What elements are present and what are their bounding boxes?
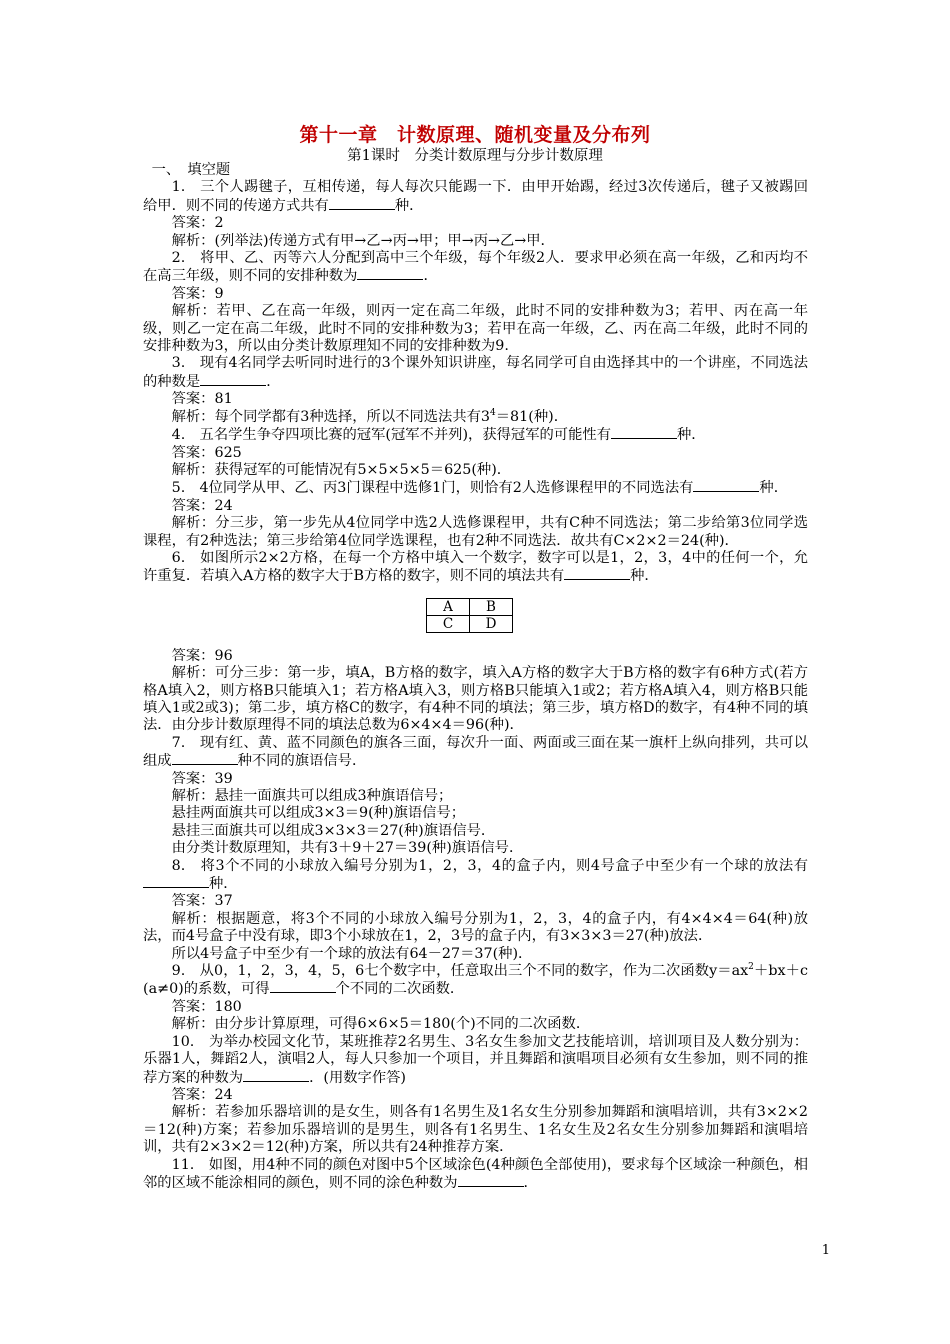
question-text: 5. 4位同学从甲、乙、丙3门课程中选修1门，则恰有2人选修课程甲的不同选法有 <box>171 480 694 497</box>
question-text: 11. 如图，用4种不同的颜色对图中5个区域涂色(4种颜色全部使用)，要求每个区域涂一种颜色，相邻的区域不能涂相同的颜色，则不同的涂色种数为 <box>143 1156 808 1191</box>
analysis-7-line: 由分类计数原理知，共有3＋9＋27＝39(种)旗语信号． <box>171 840 524 857</box>
question-text: 8. 将3个不同的小球放入编号分别为1，2，3，4的盒子内，则4号盒子中至少有一个球的放法有 <box>171 857 808 874</box>
analysis-7-line: 解析：悬挂一面旗共可以组成3种旗语信号； <box>171 788 453 804</box>
answer-9: 答案：180 <box>171 998 242 1015</box>
answer-4: 答案：625 <box>171 444 242 461</box>
grid-cell-a: A <box>427 598 470 615</box>
answer-7: 答案：39 <box>171 770 233 787</box>
answer-blank <box>143 875 209 888</box>
question-5: 5. 4位同学从甲、乙、丙3门课程中选修1门，则恰有2人选修课程甲的不同选法有 种． <box>171 480 789 497</box>
grid-2x2 <box>426 598 513 633</box>
analysis-1: 解析：(列举法)传递方式有甲→乙→丙→甲；甲→丙→乙→甲． <box>171 232 555 249</box>
analysis-7-line: 悬挂三面旗共可以组成3×3×3＝27(种)旗语信号． <box>171 822 496 839</box>
answer-blank <box>564 567 630 580</box>
question-text: 4. 五名学生争夺四项比赛的冠军(冠军不并列)，获得冠军的可能性有 <box>171 427 611 444</box>
analysis-3: 解析：每个同学都有3种选择，所以不同选法共有$3^4=81$(种)． <box>171 407 569 425</box>
question-4: 4. 五名学生争夺四项比赛的冠军(冠军不并列)，获得冠军的可能性有 种． <box>171 427 706 444</box>
analysis-6: 解析：可分三步：第一步，填A，B方格的数字，填入A方格的数字大于B方格的数字有6种方式(若方格A填入2，则方格B只能填入1；若方格A填入3，则方格B只能填入1或2；若方格A填入4，则方格B只能填入1或2或3)；第二步，填方格C的数字，有4种不同的填法；第三步，填方格D的数字，有4种不同的填法．由分步计数原理得不同的填法总数为6×4×4＝96(种)． <box>143 665 808 734</box>
answer-blank <box>329 197 395 210</box>
question-11: 11. 如图，用4种不同的颜色对图中5个区域涂色(4种颜色全部使用)，要求每个区域涂一种颜色，相邻的区域不能涂相同的颜色，则不同的涂色种数为 ． <box>143 1156 808 1191</box>
conclusion-8: 所以4号盒子中至少有一个球的放法有64－27＝37(种)． <box>171 945 533 962</box>
question-text: 3. 现有4名同学去听同时进行的3个课外知识讲座，每名同学可自由选择其中的一个讲座，不同选法的种数是 <box>143 355 808 390</box>
grid-cell-b: B <box>470 598 513 615</box>
grid-cell-d: D <box>470 615 513 632</box>
document-body <box>143 162 808 1192</box>
answer-blank <box>458 1174 524 1187</box>
page-number: 1 <box>821 1243 830 1258</box>
answer-10: 答案：24 <box>171 1086 233 1103</box>
question-8: 8. 将3个不同的小球放入编号分别为1，2，3，4的盒子内，则4号盒子中至少有一个球的放法有种． <box>143 858 808 894</box>
answer-blank <box>270 980 336 993</box>
analysis-8: 解析：根据题意，将3个不同的小球放入编号分别为1，2，3，4的盒子内，有4×4×4＝64(种)放法，而4号盒子中没有球，即3个小球放在1，2，3号的盒子内，有3×3×3＝27(种)放法． <box>143 910 808 945</box>
analysis-5: 解析：分三步，第一步先从4位同学中选2人选修课程甲，共有C种不同选法；第二步给第3位同学选课程，有2种选法；第三步给第4位同学选课程，也有2种不同选法．故共有C×2×2＝24(种)． <box>143 515 808 549</box>
question-3: 3. 现有4名同学去听同时进行的3个课外知识讲座，每名同学可自由选择其中的一个讲座，不同选法的种数是 ． <box>143 355 808 390</box>
grid-figure <box>143 598 808 646</box>
answer-5: 答案：24 <box>171 497 233 514</box>
analysis-4: 解析：获得冠军的可能情况有5×5×5×5＝625(种)． <box>171 461 512 478</box>
analysis-10: 解析：若参加乐器培训的是女生，则各有1名男生及1名女生分别参加舞蹈和演唱培训，共有3×2×2＝12(种)方案；若参加乐器培训的是男生，则各有1名男生、1名女生及2名女生分别参加舞蹈和演唱培训，共有2×3×2＝12(种)方案，所以共有24种推荐方案． <box>143 1104 808 1156</box>
question-text: 6. 如图所示2×2方格，在每一个方格中填入一个数字，数字可以是1，2，3，4中的任何一个，允许重复．若填入A方格的数字大于B方格的数字，则不同的填法共有 <box>143 549 808 585</box>
question-2: 2. 将甲、乙、丙等六人分配到高中三个年级，每个年级2人．要求甲必须在高一年级，乙和丙均不在高三年级，则不同的安排种数为 ． <box>143 250 808 285</box>
analysis-9: 解析：由分步计算原理，可得6×6×5＝180(个)不同的二次函数． <box>171 1016 591 1033</box>
question-7: 7. 现有红、黄、蓝不同颜色的旗各三面，每次升一面、两面或三面在某一旗杆上纵向排列，共可以组成 种不同的旗语信号． <box>143 734 808 770</box>
answer-blank <box>243 1069 309 1082</box>
question-1: 1. 三个人踢毽子，互相传递，每人每次只能踢一下．由甲开始踢，经过3次传递后，毽子又被踢回给甲．则不同的传递方式共有 种． <box>143 179 808 214</box>
question-text: 10. 为举办校园文化节，某班推荐2名男生、3名女生参加文艺技能培训，培训项目及人数分别为：乐器1人，舞蹈2人，演唱2人，每人只参加一个项目，并且舞蹈和演唱项目必须有女生参加，则不同的推荐方案的种数为 <box>143 1033 808 1086</box>
chapter-title: 第十一章 计数原理、随机变量及分布列 <box>299 124 651 146</box>
analysis-2: 解析：若甲、乙在高一年级，则丙一定在高二年级，此时不同的安排种数为3；若甲、丙在高一年级，则乙一定在高二年级，此时不同的安排种数为3；若甲在高一年级，乙、丙在高二年级，此时不同的安排种数为3，所以由分类计数原理知不同的安排种数为9. <box>143 303 808 355</box>
answer-blank <box>611 426 677 439</box>
section-heading: 一、 填空题 <box>151 162 231 178</box>
analysis-7-line: 悬挂两面旗共可以组成3×3＝9(种)旗语信号； <box>171 805 466 822</box>
lesson-subtitle: 第1课时 分类计数原理与分步计数原理 <box>347 148 603 164</box>
answer-3: 答案：81 <box>171 391 233 408</box>
answer-2: 答案：9 <box>171 285 224 302</box>
question-6: 6. 如图所示2×2方格，在每一个方格中填入一个数字，数字可以是1，2，3，4中的任何一个，允许重复．若填入A方格的数字大于B方格的数字，则不同的填法共有 种． <box>143 549 808 585</box>
answer-6: 答案：96 <box>171 647 233 664</box>
answer-1: 答案：2 <box>171 215 224 232</box>
answer-blank <box>357 267 423 280</box>
question-9: 9. 从0，1，2，3，4，5，6七个数字中，任意取出三个不同的数字，作为二次函数$y=ax^2+bx+c(a\ne 0)$的系数，可得 个不同的二次函数． <box>143 962 808 998</box>
question-text: 7. 现有红、黄、蓝不同颜色的旗各三面，每次升一面、两面或三面在某一旗杆上纵向排列，共可以组成 <box>143 734 808 770</box>
answer-blank <box>200 373 266 386</box>
question-text: 1. 三个人踢毽子，互相传递，每人每次只能踢一下．由甲开始踢，经过3次传递后，毽子又被踢回给甲．则不同的传递方式共有 <box>143 179 808 214</box>
answer-blank <box>693 479 759 492</box>
question-10: 10. 为举办校园文化节，某班推荐2名男生、3名女生参加文艺技能培训，培训项目及人数分别为：乐器1人，舞蹈2人，演唱2人，每人只参加一个项目，并且舞蹈和演唱项目必须有女生参加，则不同的推荐方案的种数为 ．(用数字作答) <box>143 1033 808 1086</box>
grid-cell-c: C <box>427 615 470 632</box>
answer-blank <box>172 752 238 765</box>
answer-8: 答案：37 <box>171 893 233 910</box>
question-text: 2. 将甲、乙、丙等六人分配到高中三个年级，每个年级2人．要求甲必须在高一年级，乙和丙均不在高三年级，则不同的安排种数为 <box>143 250 808 285</box>
